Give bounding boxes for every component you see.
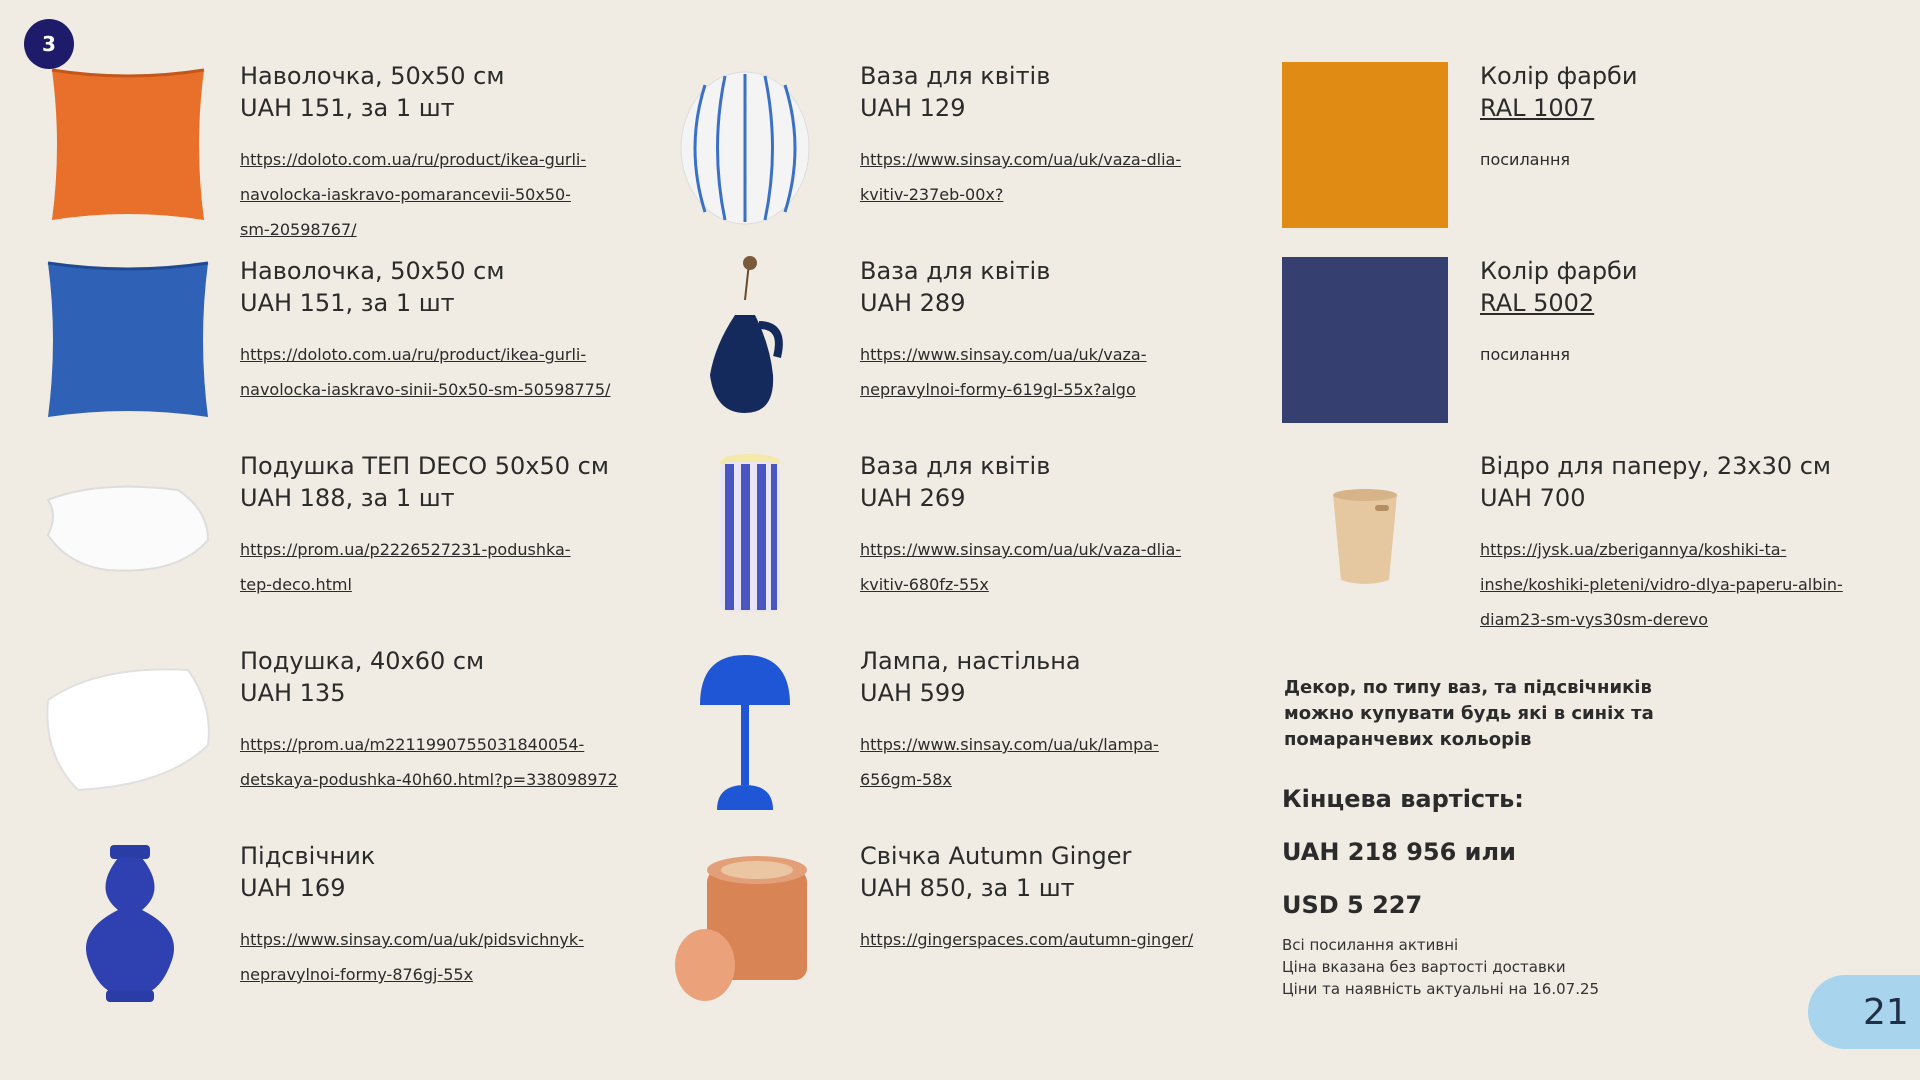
footnote-3: Ціни та наявність актуальні на 16.07.25 [1282, 980, 1600, 998]
product-name: Наволочка, 50х50 см [240, 257, 505, 285]
product-link[interactable]: https://www.sinsay.com/ua/uk/lampa-656gm-58x [860, 735, 1159, 789]
footnote-1: Всі посилання активні [1282, 936, 1459, 954]
paper-bin-icon [1275, 450, 1455, 620]
paint-link[interactable]: посилання [1480, 345, 1571, 364]
product-link[interactable]: https://doloto.com.ua/ru/product/ikea-gurli-navolocka-iaskravo-sinii-50x50-sm-50598775/ [240, 345, 611, 399]
product-price: UAH 700 [1480, 484, 1586, 512]
product-price: UAH 169 [240, 874, 346, 902]
candle-holder-icon [38, 840, 218, 1010]
product-price: UAH 151, за 1 шт [240, 94, 455, 122]
product-link[interactable]: https://www.sinsay.com/ua/uk/vaza-dlia-kvitiv-237eb-00x? [860, 150, 1182, 204]
product-price: UAH 599 [860, 679, 966, 707]
product-name: Підсвічник [240, 842, 376, 870]
product-name: Ваза для квітів [860, 62, 1051, 90]
paint-code[interactable]: RAL 1007 [1480, 94, 1595, 122]
product-link[interactable]: https://prom.ua/p2226527231-podushka-tep-deco.html [240, 540, 571, 594]
paint-code[interactable]: RAL 5002 [1480, 289, 1595, 317]
paint-swatch-orange [1282, 62, 1448, 228]
product-link[interactable]: https://www.sinsay.com/ua/uk/pidsvichnyk-nepravylnoi-formy-876gj-55x [240, 930, 584, 984]
product-link[interactable]: https://www.sinsay.com/ua/uk/vaza-nepravylnoi-formy-619gl-55x?algo [860, 345, 1147, 399]
total-uah: UAH 218 956 или [1282, 838, 1516, 866]
product-name: Ваза для квітів [860, 257, 1051, 285]
product-price: UAH 135 [240, 679, 346, 707]
product-price: UAH 289 [860, 289, 966, 317]
total-usd: USD 5 227 [1282, 891, 1423, 919]
white-pillow-icon [38, 450, 218, 620]
product-name: Ваза для квітів [860, 452, 1051, 480]
decor-note: Декор, по типу ваз, та підсвічників можно купувати будь які в синіх та помаранчевих кольорів [1284, 677, 1654, 750]
footnote-2: Ціна вказана без вартості доставки [1282, 958, 1566, 976]
product-link[interactable]: https://doloto.com.ua/ru/product/ikea-gurli-navolocka-iaskravo-pomarancevii-50x50-sm-20598767/ [240, 150, 587, 239]
total-label: Кінцева вартість: [1282, 785, 1524, 813]
product-name: Наволочка, 50х50 см [240, 62, 505, 90]
paint-swatch-navy [1282, 257, 1448, 423]
section-badge: 3 [24, 19, 74, 69]
blue-pillow-icon [38, 255, 218, 425]
white-pillow-icon [38, 645, 218, 815]
table-lamp-icon [655, 645, 835, 815]
product-name: Свічка Autumn Ginger [860, 842, 1132, 870]
product-price: UAH 151, за 1 шт [240, 289, 455, 317]
product-name: Лампа, настільна [860, 647, 1081, 675]
product-link[interactable]: https://www.sinsay.com/ua/uk/vaza-dlia-kvitiv-680fz-55x [860, 540, 1182, 594]
product-name: Подушка ТЕП DECO 50х50 см [240, 452, 609, 480]
product-price: UAH 850, за 1 шт [860, 874, 1075, 902]
tall-striped-vase-icon [655, 450, 835, 620]
striped-vase-icon [655, 60, 835, 230]
paint-title: Колір фарби [1480, 257, 1638, 285]
product-name: Подушка, 40х60 см [240, 647, 485, 675]
product-link[interactable]: https://jysk.ua/zberigannya/koshiki-ta-inshe/koshiki-pleteni/vidro-dlya-paperu-albin-diam23-sm-vys30sm-derevo [1480, 540, 1843, 629]
navy-vase-icon [655, 255, 835, 425]
paint-title: Колір фарби [1480, 62, 1638, 90]
product-price: UAH 129 [860, 94, 966, 122]
candle-icon [655, 840, 835, 1010]
product-price: UAH 188, за 1 шт [240, 484, 455, 512]
paint-link[interactable]: посилання [1480, 150, 1571, 169]
product-link[interactable]: https://prom.ua/m2211990755031840054-detskaya-podushka-40h60.html?p=338098972 [240, 735, 618, 789]
page-number: 21 [1808, 975, 1920, 1049]
product-name: Відро для паперу, 23х30 см [1480, 452, 1832, 480]
product-link[interactable]: https://gingerspaces.com/autumn-ginger/ [860, 930, 1194, 949]
product-price: UAH 269 [860, 484, 966, 512]
orange-pillow-icon [38, 60, 218, 230]
